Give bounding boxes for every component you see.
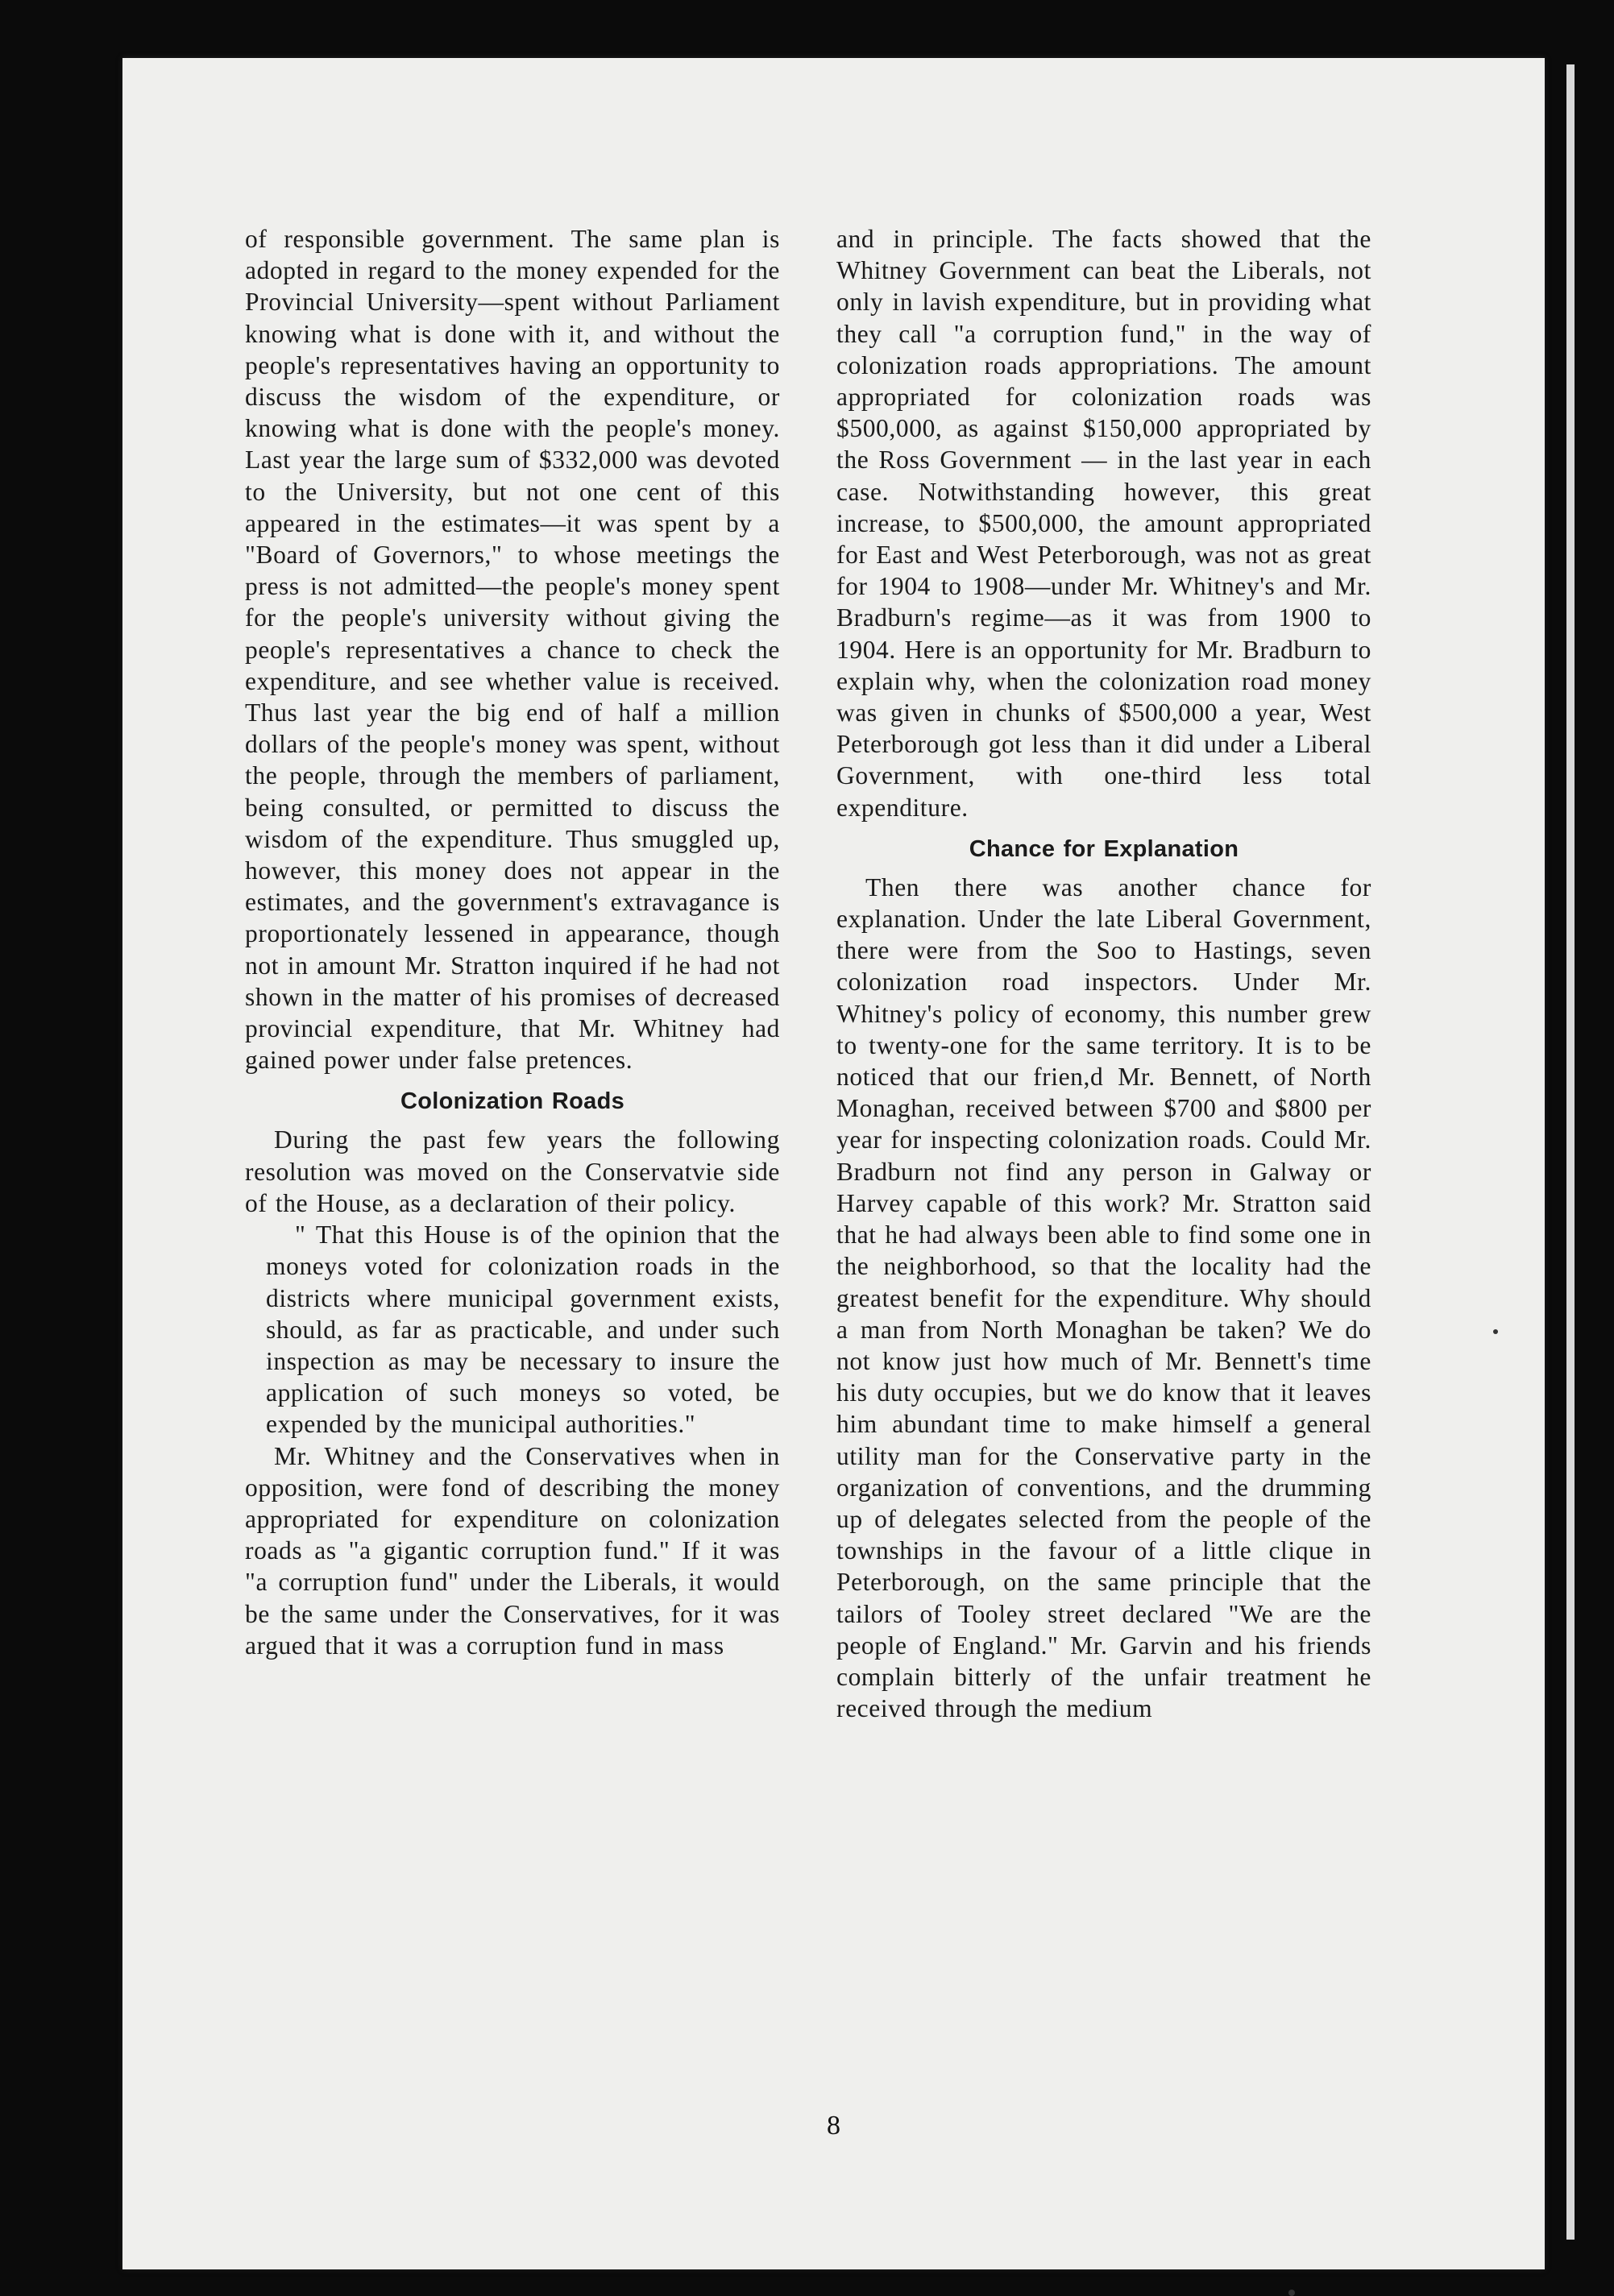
scan-speck: [1288, 2290, 1295, 2296]
left-paragraph-1: of responsible government. The same plan is adopted in regard to the money expended for the Provincial University—spent without Parliament knowing what is done with it, and without the people's representatives having an opportunity to discuss the wisdom of the expenditure, or knowing what is done with the people's money. Last year the large sum of $332,000 was devoted to the University, but not one cent of this appeared in the estimates—it was spent by a "Board of Governors," to whose meetings the press is not admitted—the people's money spent for the people's university without giving the people's representatives a chance to check the expenditure, and see whether value is received. Thus last year the big end of half a million dollars of the people's money was spent, without the people, through the members of parliament, being consulted, or permitted to discuss the wisdom of the expenditure. Thus smuggled up, however, this money does not appear in the estimates, and the government's extravagance is proportionately lessened in appearance, though not in amount Mr. Stratton inquired if he had not shown in the matter of his promises of decreased provincial expenditure, that Mr. Whitney had gained power under false pretences.: [245, 225, 780, 1075]
page-number: 8: [827, 2111, 840, 2141]
resolution-quote: " That this House is of the opinion that the moneys voted for colonization roads in the districts where municipal government exists, should, as far as practicable, and under such inspection as may be necessary to insure the application of such moneys so voted, be expended by the municipal authorities.": [266, 1221, 780, 1439]
right-paragraph-2: Then there was another chance for explanation. Under the late Liberal Government, there were from the Soo to Hastings, seven colonization road inspectors. Under Mr. Whitney's policy of economy, this number grew to twenty-one for the same territory. It is to be noticed that our frien,d Mr. Bennett, of North Monaghan, received between $700 and $800 per year for inspecting colonization roads. Could Mr. Bradburn not find any person in Galway or Harvey capable of this work? Mr. Stratton said that he had always been able to find some one in the neighborhood, so that the locality had the greatest benefit for the expenditure. Why should a man from North Monaghan be taken? We do not know just how much of Mr. Bennett's time his duty occupies, but we do know that it leaves him abundant time to make himself a general utility man for the Conservative party in the organization of conventions, and the drumming up of delegates selected from the people of the townships in the favour of a little clique in Peterborough, on the same principle that the tailors of Tooley street declared "We are the people of England." Mr. Garvin and his friends complain bitterly of the unfair treatment he received through the medium: [836, 872, 1371, 1723]
right-paragraph-1: and in principle. The facts showed that the Whitney Government can beat the Liberals, not only in lavish expenditure, but in providing what they call "a corruption fund," in the way of colonization roads appropriations. The amount appropriated for colonization roads was $500,000, as against $150,000 appropriated by the Ross Government — in the last year in each case. Notwithstanding however, this great increase, to $500,000, the amount appropriated for East and West Peterborough, was not as great for 1904 to 1908—under Mr. Whitney's and Mr. Bradburn's regime—as it was from 1900 to 1904. Here is an opportunity for Mr. Bradburn to explain why, when the colonization road money was given in chunks of $500,000 a year, West Peterborough got less than it did under a Liberal Government, with one-third less total expenditure.: [836, 225, 1371, 822]
heading-chance-for-explanation: Chance for Explanation: [969, 835, 1239, 862]
left-column: [245, 223, 780, 1661]
scan-edge: [1566, 64, 1575, 2240]
heading-colonization-roads: Colonization Roads: [400, 1088, 625, 1115]
scan-speck: [1493, 1329, 1498, 1334]
right-column: [836, 223, 1371, 1724]
left-paragraph-3: Mr. Whitney and the Conservatives when in opposition, were fond of describing the money appropriated for expenditure on colonization roads as "a gigantic corruption fund." If it was "a corruption fund" under the Liberals, it would be the same under the Conservatives, for it was argued that it was a corruption fund in mass: [245, 1441, 780, 1660]
document-page: [122, 58, 1545, 2269]
left-paragraph-2: During the past few years the following resolution was moved on the Conservatvie side of the House, as a declaration of their policy.: [245, 1125, 780, 1217]
